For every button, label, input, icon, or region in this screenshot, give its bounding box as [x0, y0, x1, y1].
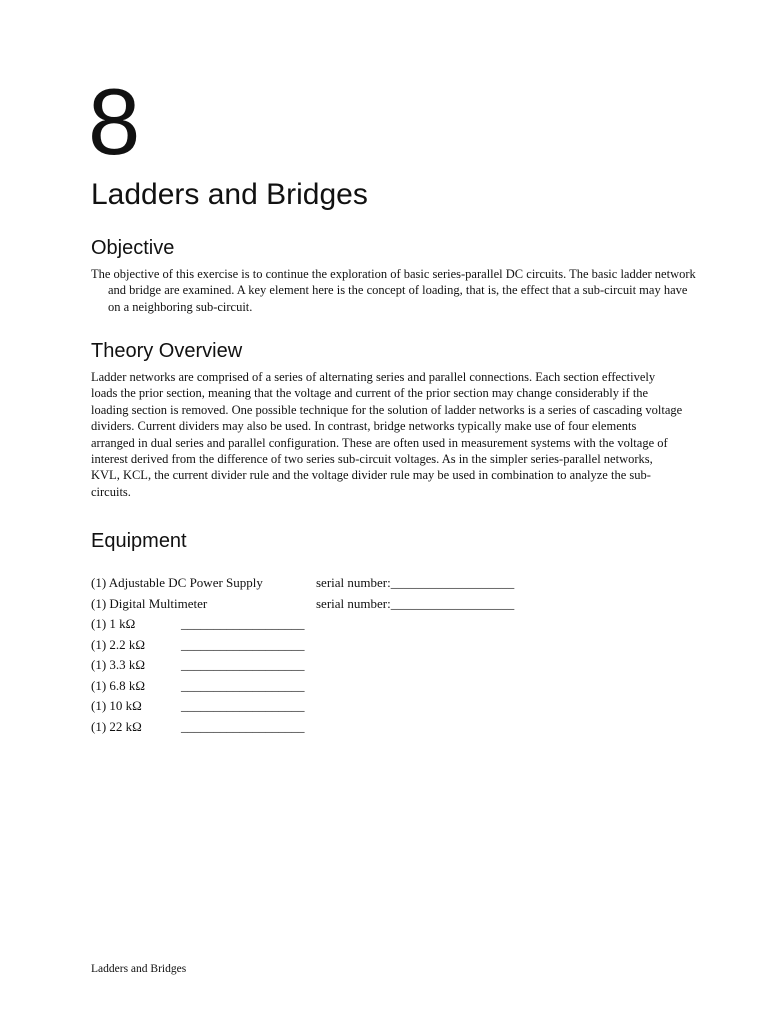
resistor-value-blank: ___________________: [181, 698, 305, 713]
serial-number-field: serial number:___________________: [316, 575, 515, 590]
theory-heading: Theory Overview: [91, 340, 243, 362]
chapter-number: 8: [88, 69, 141, 174]
theory-paragraph: Ladder networks are comprised of a series of alternating series and parallel connections. Each section effectively loads the prior section, meaning that the voltage and current of the prior section may change considerably if the loading section is removed. One possible technique for the solution of ladder networks is a series of cascading voltage dividers. Current dividers may also be used. In contrast, bridge networks typically make use of four elements arranged in dual series and parallel configuration. These are often used in measurement systems with the voltage of interest derived from the difference of two series sub-circuit voltages. As in the simpler series-parallel networks, KVL, KCL, the current divider rule and the voltage divider rule may be used in combination to analyze the sub-circuits.: [91, 370, 683, 499]
resistor-value-blank: ___________________: [181, 636, 305, 652]
equipment-heading: Equipment: [91, 530, 187, 552]
serial-number-field: serial number:___________________: [316, 595, 515, 611]
objective-heading: Objective: [91, 237, 175, 259]
resistor-value-blank: ___________________: [181, 657, 305, 672]
resistor-name: (1) 2.2 kΩ: [91, 636, 146, 652]
chapter-title: Ladders and Bridges: [91, 178, 368, 211]
resistor-value-blank: ___________________: [181, 616, 305, 631]
equipment-name: (1) Adjustable DC Power Supply: [91, 575, 263, 590]
page-footer: Ladders and Bridges: [91, 963, 187, 975]
resistor-name: (1) 10 kΩ: [91, 698, 142, 713]
resistor-name: (1) 3.3 kΩ: [91, 657, 146, 672]
resistor-value-blank: ___________________: [181, 677, 305, 693]
resistor-value-blank: ___________________: [181, 718, 305, 734]
resistor-name: (1) 1 kΩ: [91, 616, 136, 631]
resistor-name: (1) 22 kΩ: [91, 718, 142, 734]
resistor-name: (1) 6.8 kΩ: [91, 677, 146, 693]
objective-paragraph: The objective of this exercise is to continue the exploration of basic series-parallel DC circuits. The basic ladder network and bridge are examined. A key element here is the concept of loading, that is, the effect that a sub-circuit may have on a neighboring sub-circuit.: [91, 267, 696, 314]
equipment-name: (1) Digital Multimeter: [91, 595, 208, 611]
